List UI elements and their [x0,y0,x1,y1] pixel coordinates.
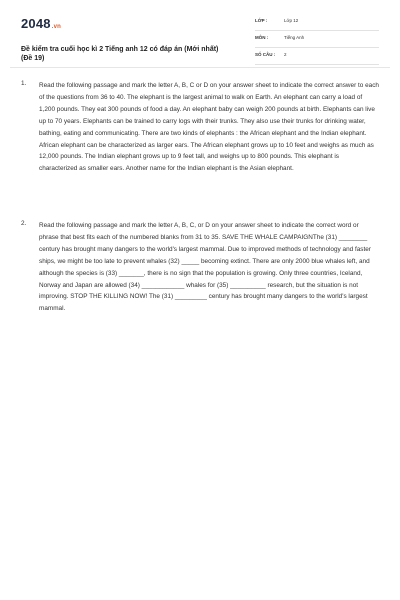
meta-row-class [255,16,379,31]
meta-row-question-count [255,50,379,65]
question-number: 2. [21,220,27,227]
document-meta [255,16,379,67]
question-item [21,80,379,220]
meta-row-subject [255,33,379,48]
question-list [21,80,379,315]
meta-label: MÔN : [255,35,269,40]
logo-main-text: 2048 [21,16,51,31]
meta-value: Tiếng Anh [284,35,305,40]
question-number: 1. [21,80,27,87]
meta-value: Lớp 12 [284,18,299,23]
question-text: Read the following passage and mark the letter A, B, C, or D on your answer sheet to indicate the correct word or phrase that best fits each of the numbered blanks from 31 to 35. SAVE THE WHALE CAMPAIGNThe (31) ________ century has brought many dangers to the world's largest mammal. Due to improved methods of technology and faster ships, we might be too late to prevent whales (32) _____ becoming extinct. There are only 2000 blue whales left, and although the species is (33) _______, there is no sign that the population is growing. Only three countries, Iceland, Norway and Japan are allowed (34) ____________ whales for (35) __________ research, but the situation is not improving. STOP THE KILLING NOW! The (31) _________ century has brought many dangers to the world's largest mammal. [39,222,371,313]
meta-label: SỐ CÂU : [255,52,276,57]
header-divider [10,67,390,68]
site-logo[interactable] [21,16,61,31]
meta-value: 2 [284,52,287,57]
meta-label: LỚP : [255,18,268,23]
logo-domain-text: .vn [51,24,62,30]
question-text: Read the following passage and mark the letter A, B, C or D on your answer sheet to indicate the correct answer to each of the questions from 36 to 40. The elephant is the largest animal to walk on Earth. An elephant can carry a load of 1,200 pounds. They eat 300 pounds of food a day. An elephant baby can weigh 200 pounds at birth. Elephants can live up to 70 years. Elephants can be trained to carry logs with their trunks. They also use their trunks for drinking water, bathing, eating and communicating. There are two kinds of elephants : the African elephant and the Indian elephant. African elephant can be characterized as larger ears. The African elephant grows up to 10 feet and weighs as much as 12,000 pounds. The Indian elephant grows up to 9 feet tall, and weighs up to 800 pounds. This elephant is characterized as smaller ears. Another name for the Indian elephant is the Asian elephant. [39,82,379,173]
question-item [21,220,379,315]
page-title: Đề kiểm tra cuối học kì 2 Tiếng anh 12 có đáp án (Mới nhất) (Đề 19) [21,46,219,62]
